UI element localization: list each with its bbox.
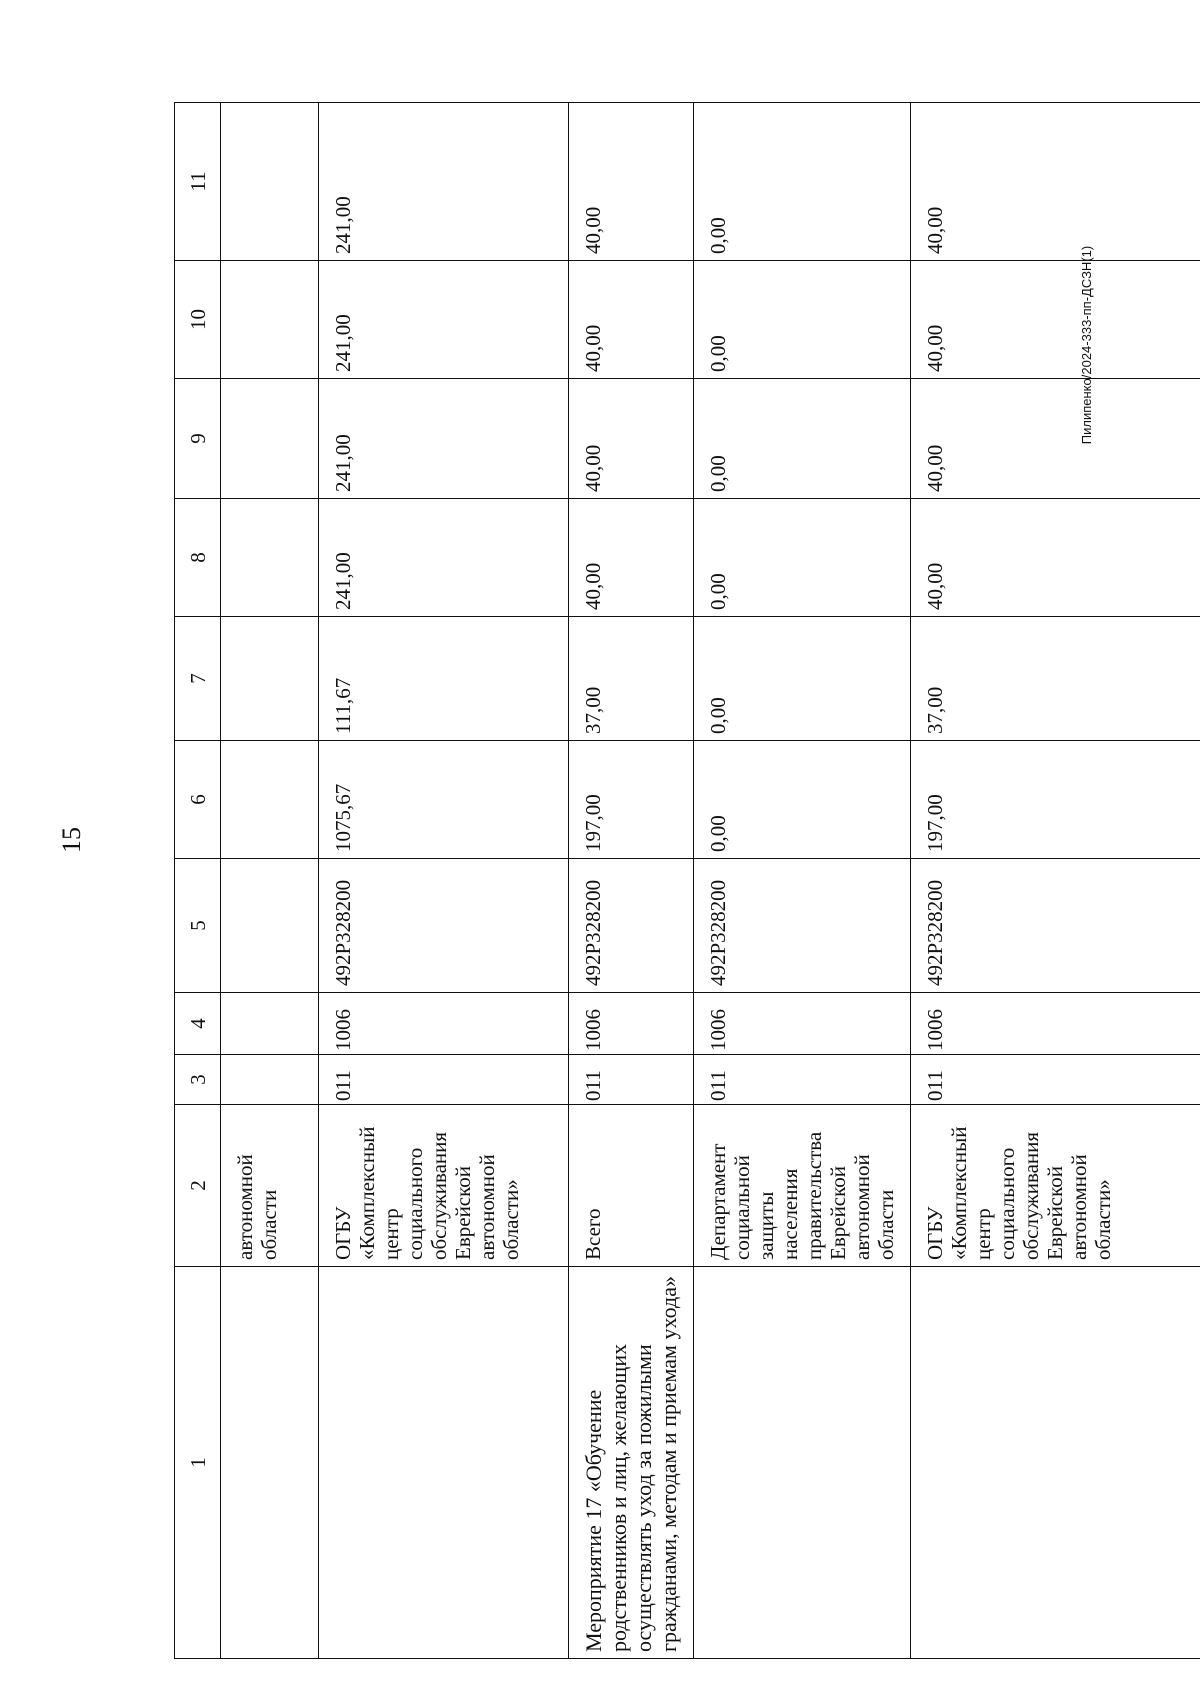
cell-c3: 011 — [569, 1055, 694, 1105]
cell-c6 — [221, 741, 319, 859]
cell-c8: 241,00 — [319, 499, 569, 617]
cell-c3 — [221, 1055, 319, 1105]
cell-c9: 40,00 — [911, 379, 1200, 499]
cell-c11: 241,00 — [319, 103, 569, 261]
cell-c11 — [221, 103, 319, 261]
cell-c11: 40,00 — [911, 103, 1200, 261]
header-cell: 4 — [175, 993, 221, 1055]
cell-c5: 492Р328200 — [569, 859, 694, 993]
cell-c6: 1075,67 — [319, 741, 569, 859]
cell-c10: 241,00 — [319, 261, 569, 379]
cell-c7 — [221, 617, 319, 741]
cell-c10: 0,00 — [694, 261, 911, 379]
cell-c5 — [221, 859, 319, 993]
cell-c2: Департамент социальной защиты населения правительства Еврейской автономной области — [694, 1105, 911, 1267]
header-cell: 7 — [175, 617, 221, 741]
cell-c7: 37,00 — [569, 617, 694, 741]
cell-c11: 0,00 — [694, 103, 911, 261]
cell-c2: Всего — [569, 1105, 694, 1267]
cell-c8: 40,00 — [569, 499, 694, 617]
cell-c3: 011 — [911, 1055, 1200, 1105]
header-cell: 8 — [175, 499, 221, 617]
cell-c7: 37,00 — [911, 617, 1200, 741]
cell-c8: 0,00 — [694, 499, 911, 617]
cell-c1 — [911, 1267, 1200, 1659]
header-cell: 11 — [175, 103, 221, 261]
table-body — [175, 103, 1200, 1659]
cell-c2: автономной области — [221, 1105, 319, 1267]
table-row — [911, 103, 1200, 1659]
header-cell: 5 — [175, 859, 221, 993]
cell-c8: 40,00 — [911, 499, 1200, 617]
cell-c1 — [221, 1267, 319, 1659]
cell-c4: 1006 — [569, 993, 694, 1055]
budget-table — [174, 102, 1200, 1659]
cell-c11: 40,00 — [569, 103, 694, 261]
table-row — [221, 103, 319, 1659]
cell-c6: 197,00 — [569, 741, 694, 859]
document-code: Пилипенко/2024-333-пп-ДСЗН(1) — [1079, 245, 1094, 445]
header-cell: 9 — [175, 379, 221, 499]
cell-c2: ОГБУ «Комплексный центр социального обслуживания Еврейской автономной области» — [911, 1105, 1200, 1267]
cell-c5: 492Р328200 — [694, 859, 911, 993]
cell-c10: 40,00 — [911, 261, 1200, 379]
page-number: 15 — [57, 827, 86, 853]
cell-c3: 011 — [694, 1055, 911, 1105]
cell-c10 — [221, 261, 319, 379]
table-rotated-container — [174, 103, 1200, 1659]
table-row — [694, 103, 911, 1659]
table-row — [319, 103, 569, 1659]
header-row — [175, 103, 221, 1659]
cell-c1 — [694, 1267, 911, 1659]
cell-c2: ОГБУ «Комплексный центр социального обслуживания Еврейской автономной области» — [319, 1105, 569, 1267]
header-cell: 3 — [175, 1055, 221, 1105]
cell-c5: 492Р328200 — [319, 859, 569, 993]
cell-c1 — [319, 1267, 569, 1659]
cell-c9: 241,00 — [319, 379, 569, 499]
cell-c10: 40,00 — [569, 261, 694, 379]
cell-c7: 0,00 — [694, 617, 911, 741]
cell-c9: 0,00 — [694, 379, 911, 499]
cell-c8 — [221, 499, 319, 617]
header-cell: 2 — [175, 1105, 221, 1267]
table-row — [569, 103, 694, 1659]
cell-c4 — [221, 993, 319, 1055]
cell-c7: 111,67 — [319, 617, 569, 741]
cell-c4: 1006 — [911, 993, 1200, 1055]
cell-c6: 0,00 — [694, 741, 911, 859]
cell-c9: 40,00 — [569, 379, 694, 499]
header-cell: 1 — [175, 1267, 221, 1659]
cell-c3: 011 — [319, 1055, 569, 1105]
header-cell: 6 — [175, 741, 221, 859]
cell-c6: 197,00 — [911, 741, 1200, 859]
cell-c1: Мероприятие 17 «Обучение родственников и лиц, желающих осуществлять уход за пожилыми гражданами, методам и приемам ухода» — [569, 1267, 694, 1659]
cell-c5: 492Р328200 — [911, 859, 1200, 993]
header-cell: 10 — [175, 261, 221, 379]
cell-c4: 1006 — [694, 993, 911, 1055]
cell-c9 — [221, 379, 319, 499]
cell-c4: 1006 — [319, 993, 569, 1055]
